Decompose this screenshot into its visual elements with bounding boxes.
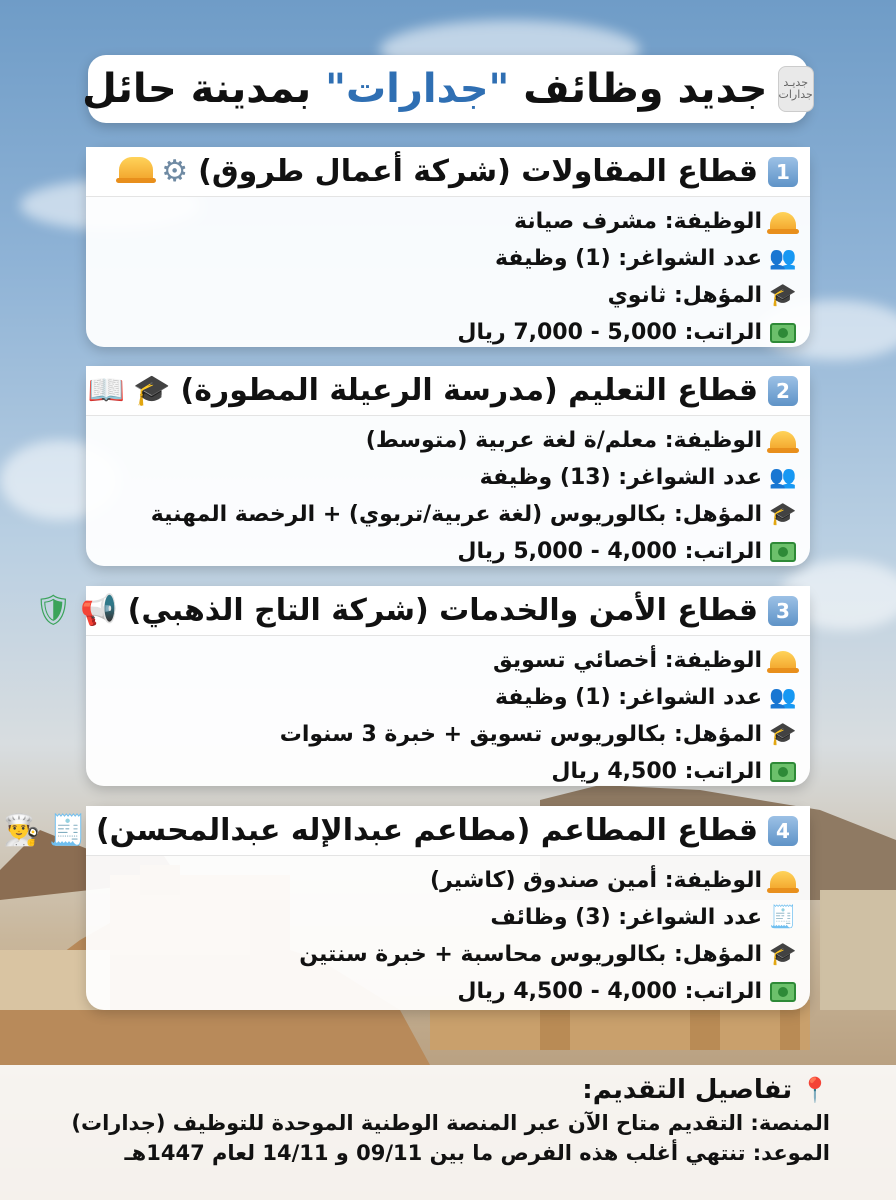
hard-hat-icon bbox=[770, 209, 796, 235]
chef-hat-icon: 👨‍🍳 bbox=[3, 813, 41, 848]
sector-title: قطاع المقاولات (شركة أعمال طروق) bbox=[198, 154, 758, 189]
page-title-box bbox=[82, 55, 813, 123]
cash-icon bbox=[770, 979, 796, 1005]
logo-line2: جدارات bbox=[778, 88, 813, 101]
vacancies-row: 👥 عدد الشواغر: (13) وظيفة bbox=[479, 465, 797, 490]
hard-hat-icon bbox=[770, 868, 796, 894]
jadarat-logo bbox=[778, 66, 814, 112]
cash-icon bbox=[770, 539, 796, 565]
graduation-cap-icon: 🎓 bbox=[769, 942, 797, 967]
number-badge: 4 bbox=[768, 816, 798, 846]
sector-card-4 bbox=[3, 806, 810, 1010]
gears-icon: ⚙ bbox=[161, 154, 189, 189]
pin-icon: 📍 bbox=[800, 1076, 830, 1104]
sector-header bbox=[34, 586, 810, 636]
sector-card-2 bbox=[86, 366, 810, 566]
cash-icon bbox=[770, 320, 796, 346]
job-row: الوظيفة: معلم/ة لغة عربية (متوسط) bbox=[100, 422, 796, 459]
graduation-cap-icon: 🎓 bbox=[769, 722, 797, 747]
number-badge: 2 bbox=[768, 376, 798, 406]
job-row: الوظيفة: مشرف صيانة bbox=[100, 203, 796, 240]
cash-register-icon: 🧾 bbox=[48, 813, 86, 848]
graduation-cap-icon: 🎓 bbox=[769, 283, 797, 308]
job-row: الوظيفة: أخصائي تسويق bbox=[100, 642, 796, 679]
hard-hat-icon bbox=[770, 428, 796, 454]
apply-deadline: الموعد: تنتهي أغلب هذه الفرص ما بين 09/11 و 14/11 لعام 1447هـ bbox=[124, 1141, 830, 1165]
qualification-row: 🎓 المؤهل: ثانوي bbox=[607, 283, 797, 308]
cash-register-icon: 🧾 bbox=[769, 905, 797, 930]
people-icon: 👥 bbox=[769, 246, 797, 271]
salary-row: الراتب: 5,000 - 7,000 ريال bbox=[100, 314, 796, 351]
apply-platform: المنصة: التقديم متاح الآن عبر المنصة الوطنية الموحدة للتوظيف (جدارات) bbox=[71, 1111, 830, 1135]
hard-hat-icon bbox=[119, 154, 153, 189]
shield-icon: 🛡 bbox=[34, 593, 73, 628]
salary-row: الراتب: 4,500 ريال bbox=[100, 753, 796, 790]
graduation-cap-icon: 🎓 bbox=[769, 502, 797, 527]
graduation-cap-icon: 🎓 bbox=[133, 373, 171, 408]
sector-title: قطاع التعليم (مدرسة الرعيلة المطورة) bbox=[180, 373, 758, 408]
sector-title: قطاع الأمن والخدمات (شركة التاج الذهبي) bbox=[127, 593, 758, 628]
sector-header bbox=[3, 806, 810, 856]
salary-row: الراتب: 4,000 - 4,500 ريال bbox=[100, 973, 796, 1010]
title-highlight: "جدارات" bbox=[325, 66, 510, 112]
sector-header bbox=[86, 147, 810, 197]
apply-title: 📍 تفاصيل التقديم: bbox=[582, 1075, 830, 1105]
page-title: جديد وظائف "جدارات" بمدينة حائل bbox=[82, 66, 768, 112]
vacancies-row: 👥 عدد الشواغر: (1) وظيفة bbox=[494, 685, 797, 710]
sector-header bbox=[86, 366, 810, 416]
apply-details bbox=[0, 1065, 896, 1200]
number-badge: 3 bbox=[768, 596, 798, 626]
vacancies-row: 🧾 عدد الشواغر: (3) وظائف bbox=[490, 905, 797, 930]
qualification-row: 🎓 المؤهل: بكالوريوس تسويق + خبرة 3 سنوات bbox=[279, 722, 797, 747]
cash-icon bbox=[770, 759, 796, 785]
people-icon: 👥 bbox=[769, 465, 797, 490]
sector-card-1 bbox=[86, 147, 810, 347]
sector-title: قطاع المطاعم (مطاعم عبدالإله عبدالمحسن) bbox=[95, 813, 758, 848]
number-badge: 1 bbox=[768, 157, 798, 187]
salary-row: الراتب: 4,000 - 5,000 ريال bbox=[100, 533, 796, 570]
job-row: الوظيفة: أمين صندوق (كاشير) bbox=[100, 862, 796, 899]
people-icon: 👥 bbox=[769, 685, 797, 710]
logo-line1: جديـد bbox=[783, 75, 808, 89]
sector-card-3 bbox=[34, 586, 810, 786]
vacancies-row: 👥 عدد الشواغر: (1) وظيفة bbox=[494, 246, 797, 271]
megaphone-icon: 📢 bbox=[80, 593, 118, 628]
qualification-row: 🎓 المؤهل: بكالوريوس (لغة عربية/تربوي) + الرخصة المهنية bbox=[150, 502, 797, 527]
qualification-row: 🎓 المؤهل: بكالوريوس محاسبة + خبرة سنتين bbox=[299, 942, 797, 967]
hard-hat-icon bbox=[770, 648, 796, 674]
open-book-icon: 📖 bbox=[87, 373, 126, 408]
